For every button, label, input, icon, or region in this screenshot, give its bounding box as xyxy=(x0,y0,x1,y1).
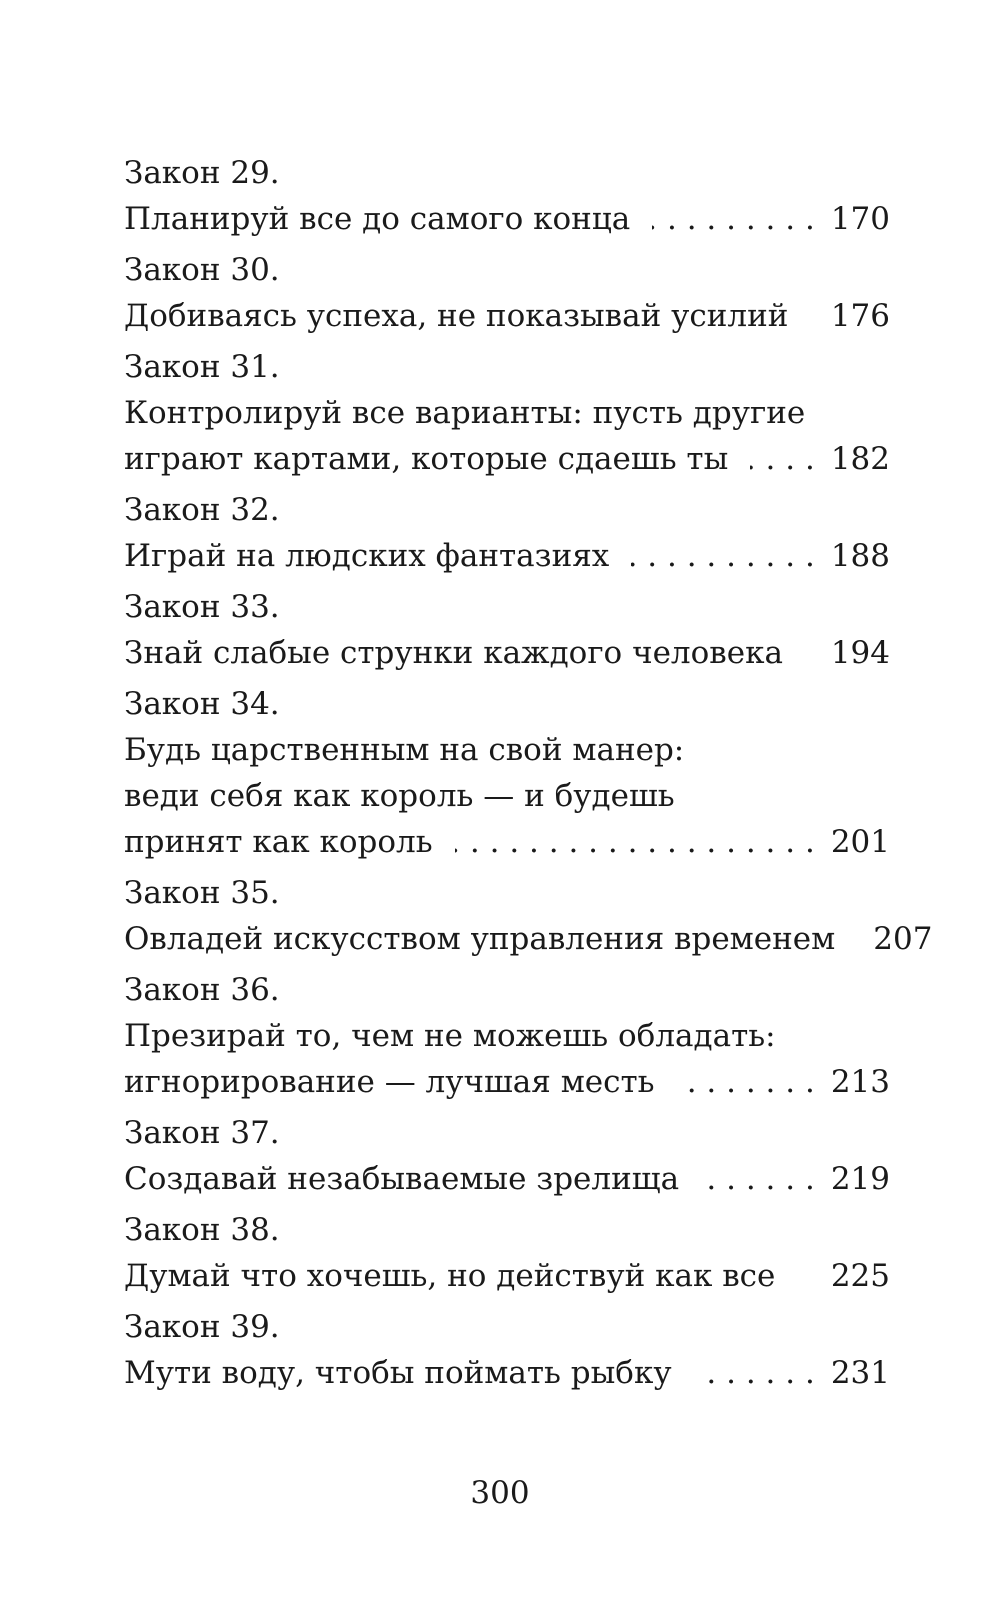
toc-entry xyxy=(124,487,890,579)
law-title-row xyxy=(124,1253,890,1299)
table-of-contents xyxy=(124,150,933,1401)
law-title-line: Создавай незабываемые зрелища xyxy=(124,1161,680,1197)
dot-leader xyxy=(652,196,815,242)
page-reference: 219 xyxy=(830,1161,890,1197)
toc-entry xyxy=(124,247,890,339)
page-reference: 225 xyxy=(830,1258,890,1294)
law-title-row xyxy=(124,1350,890,1396)
toc-entry xyxy=(124,150,890,242)
law-title-row xyxy=(124,293,890,339)
dot-leader xyxy=(677,1059,815,1105)
page-reference: 170 xyxy=(830,201,890,237)
page-reference: 194 xyxy=(830,635,890,671)
law-title-line: Думай что хочешь, но действуй как все xyxy=(124,1258,776,1294)
law-title-line: Знай слабые струнки каждого человека xyxy=(124,635,783,671)
law-number: Закон 39. xyxy=(124,1309,280,1345)
law-title-row xyxy=(124,436,890,482)
page-reference: 213 xyxy=(830,1064,890,1100)
law-title-row xyxy=(124,196,890,242)
page-reference: 188 xyxy=(830,538,890,574)
law-number: Закон 34. xyxy=(124,686,280,722)
law-title-line: Будь царственным на свой манер: xyxy=(124,732,685,768)
page-reference: 201 xyxy=(830,824,890,860)
law-title-row xyxy=(124,630,890,676)
toc-entry xyxy=(124,681,890,865)
law-title-row xyxy=(124,1156,890,1202)
page-reference: 231 xyxy=(830,1355,890,1391)
dot-leader xyxy=(455,819,815,865)
toc-entry xyxy=(124,1304,890,1396)
law-title-line: Презирай то, чем не можешь обладать: xyxy=(124,1018,776,1054)
page-reference: 182 xyxy=(830,441,890,477)
law-title-line: Планируй все до самого конца xyxy=(124,201,631,237)
law-title-line: принят как король xyxy=(124,824,433,860)
dot-leader xyxy=(750,436,815,482)
law-title-row xyxy=(124,1059,890,1105)
law-title-row xyxy=(124,819,890,865)
law-title-line: Добиваясь успеха, не показывай усилий xyxy=(124,298,789,334)
law-title-line: игнорирование — лучшая месть xyxy=(124,1064,655,1100)
law-title-row xyxy=(124,916,933,962)
page-reference: 176 xyxy=(830,298,890,334)
toc-entry xyxy=(124,584,890,676)
toc-entry xyxy=(124,967,890,1105)
toc-entry xyxy=(124,1110,890,1202)
law-title-line: Овладей искусством управления временем xyxy=(124,921,836,957)
law-title-line: Контролируй все варианты: пусть другие xyxy=(124,395,806,431)
law-number: Закон 29. xyxy=(124,155,280,191)
law-title-line: играют картами, которые сдаешь ты xyxy=(124,441,729,477)
law-title-line: Играй на людских фантазиях xyxy=(124,538,610,574)
law-number: Закон 30. xyxy=(124,252,280,288)
law-number: Закон 38. xyxy=(124,1212,280,1248)
law-number: Закон 36. xyxy=(124,972,280,1008)
page-reference: 207 xyxy=(873,921,933,957)
page-number: 300 xyxy=(470,1475,530,1511)
law-number: Закон 35. xyxy=(124,875,280,911)
law-number: Закон 33. xyxy=(124,589,280,625)
law-number: Закон 31. xyxy=(124,349,280,385)
toc-entry xyxy=(124,1207,890,1299)
law-title-row xyxy=(124,533,890,579)
law-title-line: веди себя как король — и будешь xyxy=(124,778,675,814)
law-title-line: Мути воду, чтобы поймать рыбку xyxy=(124,1355,672,1391)
toc-entry xyxy=(124,344,890,482)
law-number: Закон 32. xyxy=(124,492,280,528)
law-number: Закон 37. xyxy=(124,1115,280,1151)
dot-leader xyxy=(631,533,815,579)
dot-leader xyxy=(694,1350,815,1396)
dot-leader xyxy=(701,1156,815,1202)
toc-entry xyxy=(124,870,933,962)
